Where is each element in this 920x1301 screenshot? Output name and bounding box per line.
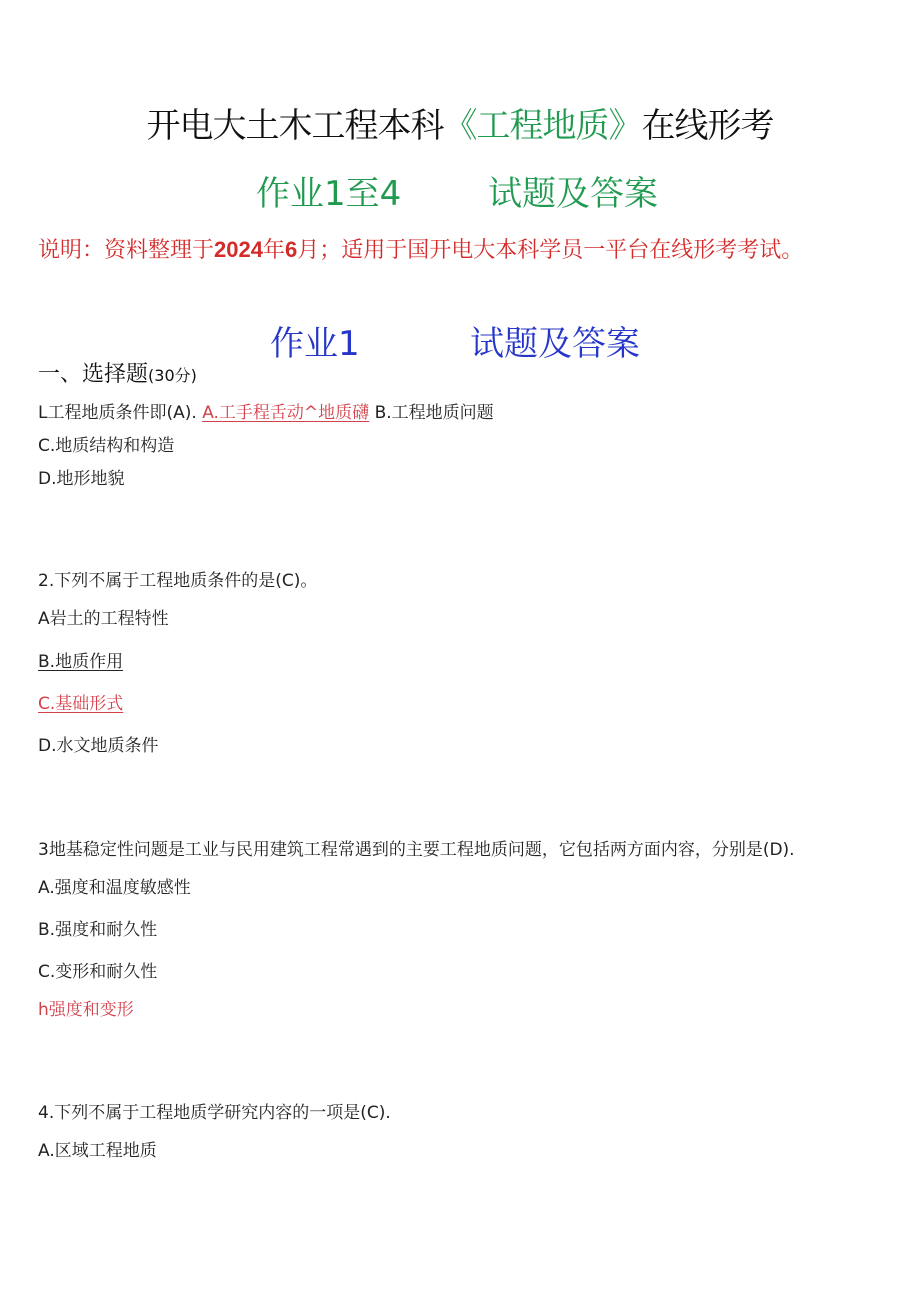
homework-heading-left: 作业1 xyxy=(270,324,360,364)
question-1-stem xyxy=(38,398,494,423)
question-4-option-a: A.区域工程地质 xyxy=(38,1141,157,1161)
homework-heading-right: 试题及答案 xyxy=(470,324,640,364)
note-part3: 月；适用于国开电大本科学员一平台在线形考考试。 xyxy=(297,238,804,263)
question-3-option-a: A.强度和温度敏感性 xyxy=(38,878,191,898)
section-title xyxy=(38,357,197,388)
subtitle-right: 试题及答案 xyxy=(488,174,658,214)
note-month: 6 xyxy=(284,237,298,262)
explanation-note xyxy=(38,226,888,275)
question-3-option-d-answer: h强度和变形 xyxy=(38,1000,134,1020)
question-stem: L工程地质条件即(A). xyxy=(38,403,197,423)
question-2-option-a: A岩土的工程特性 xyxy=(38,609,169,629)
note-part2: 年 xyxy=(262,238,285,263)
inline-option: B.工程地质问题 xyxy=(374,403,494,423)
section-label: 一、选择题 xyxy=(38,362,149,387)
question-2-option-c-answer: C.基础形式 xyxy=(38,694,124,714)
question-2-option-d: D.水文地质条件 xyxy=(38,736,159,756)
note-year: 2024 xyxy=(214,237,263,262)
question-3-option-c: C.变形和耐久性 xyxy=(38,962,158,982)
title-prefix: 开电大土木工程本科 xyxy=(146,106,444,146)
note-part1: 说明：资料整理于 xyxy=(38,238,215,263)
subtitle-left: 作业1至4 xyxy=(256,174,402,214)
section-points: (30分) xyxy=(148,366,197,385)
question-1-option-d: D.地形地貌 xyxy=(38,469,125,489)
inline-answer: A.工手程舌动^地质礴 xyxy=(202,403,370,423)
question-4-stem: 4.下列不属于工程地质学研究内容的一项是(C). xyxy=(38,1103,391,1123)
question-2-option-b: B.地质作用 xyxy=(38,652,124,672)
question-3-option-b: B.强度和耐久性 xyxy=(38,920,158,940)
title-course: 《工程地质》 xyxy=(443,106,642,146)
document-title xyxy=(0,98,920,147)
title-suffix: 在线形考 xyxy=(641,106,774,146)
question-2-stem: 2.下列不属于工程地质条件的是(C)。 xyxy=(38,571,318,591)
question-3-stem: 3地基稳定性问题是工业与民用建筑工程常遇到的主要工程地质问题，它包括两方面内容，分别是(D). xyxy=(38,840,795,860)
question-1-option-c: C.地质结构和构造 xyxy=(38,436,175,456)
